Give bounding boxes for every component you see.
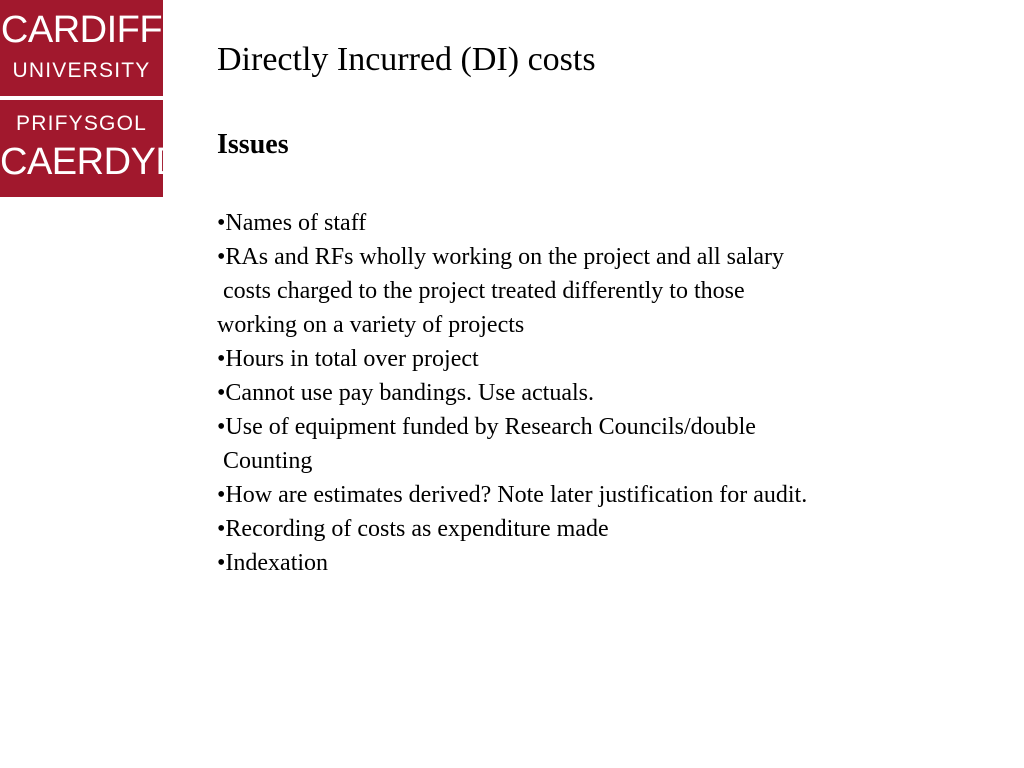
bullet-line: •Cannot use pay bandings. Use actuals. [217,380,594,406]
bullet-line: •Use of equipment funded by Research Councils/double [217,414,756,440]
bullet-line: •Names of staff [217,210,367,236]
cardiff-university-logo [0,0,210,197]
bullet-continuation-line: working on a variety of projects [217,312,525,338]
bullet-line: •Hours in total over project [217,346,479,372]
logo-line-university: UNIVERSITY [12,59,151,82]
logo-english-block [0,0,163,96]
logo-line-cardiff: CARDIFF [0,9,163,51]
bullet-line: •Recording of costs as expenditure made [217,516,609,542]
bullet-line: •RAs and RFs wholly working on the project and all salary [217,244,784,270]
bullet-line: •How are estimates derived? Note later justification for audit. [217,482,808,508]
logo-line-caerdydd: CAERDYDD [0,141,210,183]
bullet-continuation-line: Counting [217,448,313,474]
bullet-list [217,206,997,580]
bullet-line: •Indexation [217,550,329,576]
logo-welsh-block [0,100,210,197]
slide-subtitle: Issues [217,129,289,160]
logo-line-prifysgol: PRIFYSGOL [16,112,147,135]
slide-title: Directly Incurred (DI) costs [217,41,596,78]
bullet-continuation-line: costs charged to the project treated differently to those [217,278,745,304]
